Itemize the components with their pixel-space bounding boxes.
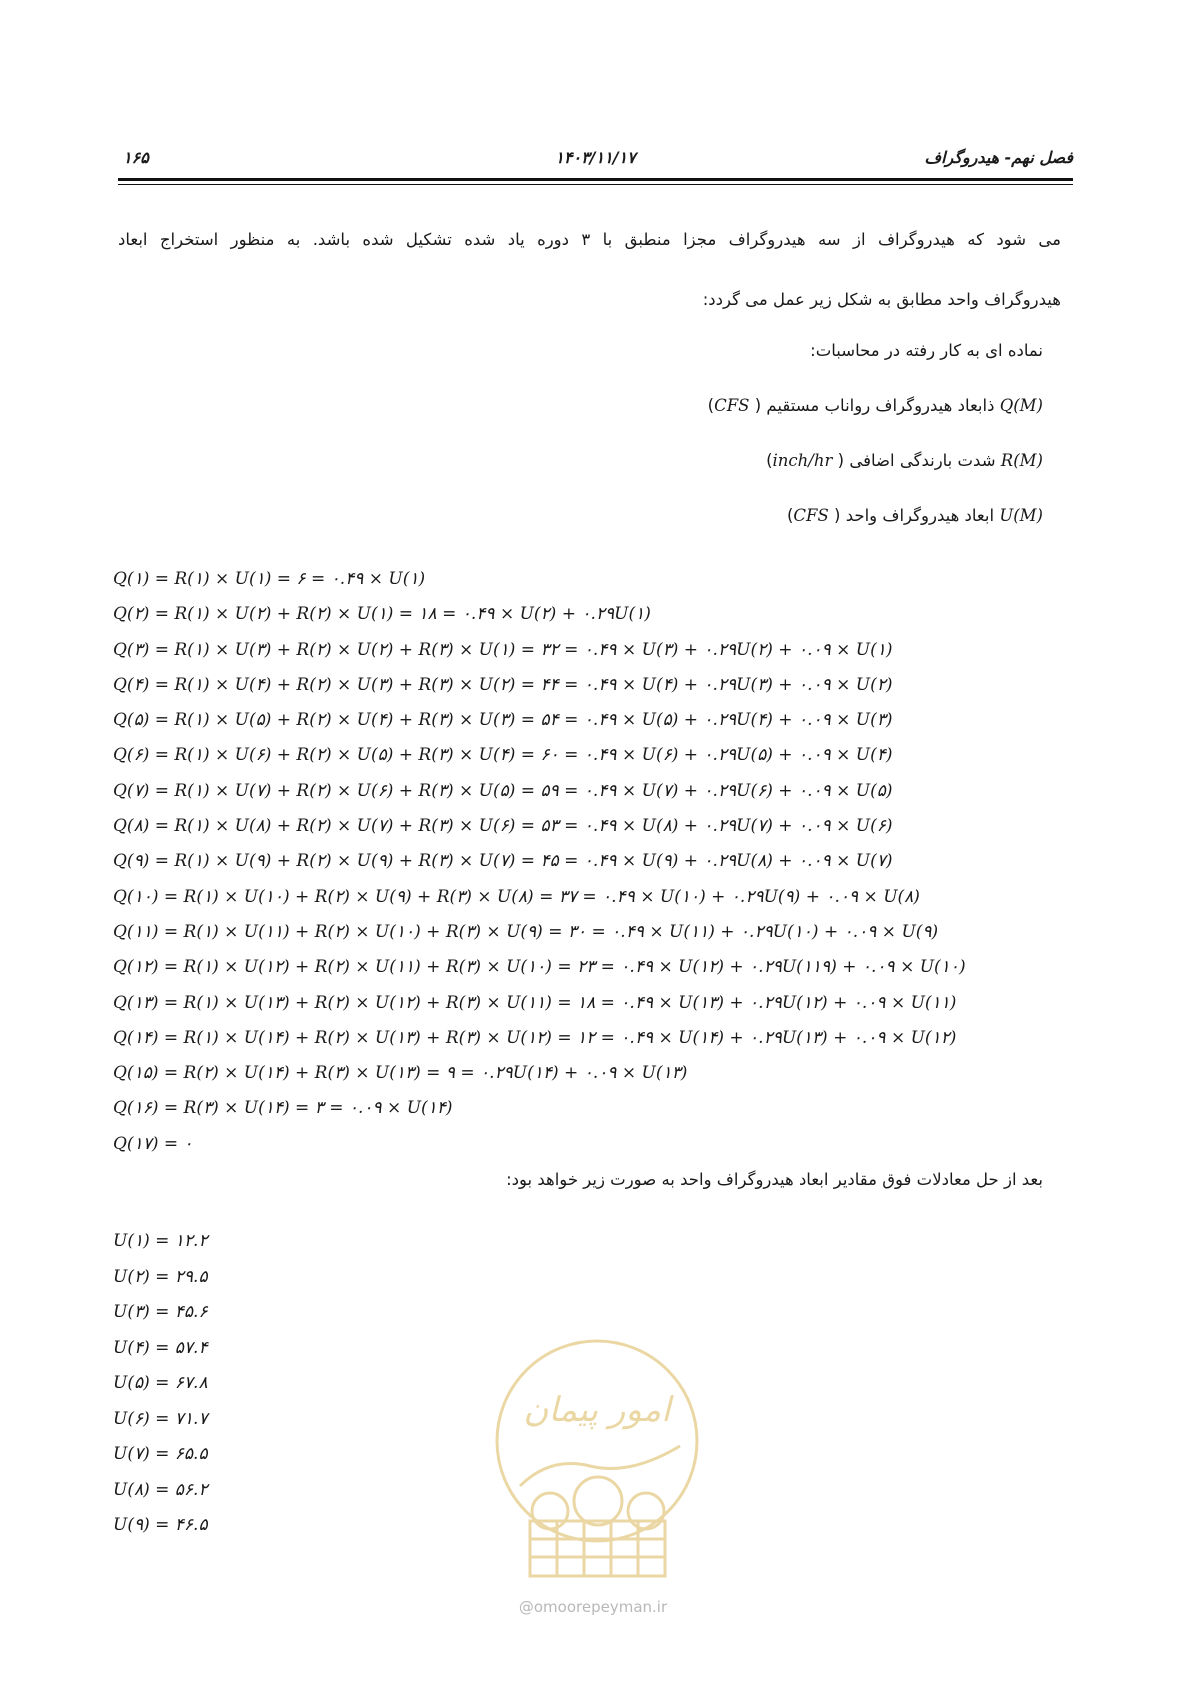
u-symbol: U(M) [999,506,1043,525]
u-value-line: U(۵) = ۶۷.۸ [113,1373,208,1393]
notation-intro: نماده ای به کار رفته در محاسبات: [810,341,1043,360]
u-value-line: U(۳) = ۴۵.۶ [113,1302,208,1322]
header-rule-thick [118,178,1073,181]
u-value-line: U(۲) = ۲۹.۵ [113,1266,208,1287]
q-unit: CFS [714,396,750,415]
notation-u: U(M) ابعاد هیدروگراف واحد ( CFS) [786,506,1043,525]
page-header [118,144,1073,174]
equation-line: Q(۱۶) = R(۳) × U(۱۴) = ۳ = ۰.۰۹ × U(۱۴) [113,1098,453,1119]
equation-line: Q(۱۰) = R(۱) × U(۱۰) + R(۲) × U(۹) + R(۳) × U(۸) = ۳۷ = ۰.۴۹ × U(۱۰) + ۰.۲۹U(۹) + ۰.۰۹ × U(۸) [113,886,920,907]
equation-line: Q(۱) = R(۱) × U(۱) = ۶ = ۰.۴۹ × U(۱) [113,569,426,589]
equation-line: Q(۴) = R(۱) × U(۴) + R(۲) × U(۳) + R(۳) × U(۲) = ۴۴ = ۰.۴۹ × U(۴) + ۰.۲۹U(۳) + ۰.۰۹ × U(۲) [113,674,893,695]
equation-line: Q(۱۴) = R(۱) × U(۱۴) + R(۲) × U(۱۳) + R(۳) × U(۱۲) = ۱۲ = ۰.۴۹ × U(۱۴) + ۰.۲۹U(۱۳) + ۰.۰۹ × U(۱۲) [113,1027,957,1048]
notation-r: R(M) شدت بارندگی اضافی ( inch/hr) [766,451,1043,470]
equation-line: Q(۹) = R(۱) × U(۹) + R(۲) × U(۹) + R(۳) × U(۷) = ۴۵ = ۰.۴۹ × U(۹) + ۰.۲۹U(۸) + ۰.۰۹ × U(۷) [113,851,893,872]
solution-intro: بعد از حل معادلات فوق مقادیر ابعاد هیدروگراف واحد به صورت زیر خواهد بود: [506,1170,1043,1189]
watermark-url: @omoorepeyman.ir [518,1598,668,1616]
u-unit: CFS [793,506,829,525]
u-value-line: U(۶) = ۷۱.۷ [113,1408,208,1429]
paragraph-line-1: می شود که هیدروگراف از سه هیدروگراف مجزا منطبق با ۳ دوره یاد شده تشکیل شده باشد. به منظور استخراج ابعاد [118,230,1061,249]
equation-line: Q(۸) = R(۱) × U(۸) + R(۲) × U(۷) + R(۳) × U(۶) = ۵۳ = ۰.۴۹ × U(۸) + ۰.۲۹U(۷) + ۰.۰۹ × U(۶) [113,816,893,837]
r-unit: inch/hr [772,451,833,470]
watermark-logo [490,1336,705,1581]
header-date: ۱۴۰۳/۱۱/۱۷ [555,148,636,167]
equation-line: Q(۷) = R(۱) × U(۷) + R(۲) × U(۶) + R(۳) × U(۵) = ۵۹ = ۰.۴۹ × U(۷) + ۰.۲۹U(۶) + ۰.۰۹ × U(۵) [113,780,893,801]
u-value-line: U(۸) = ۵۶.۲ [113,1479,208,1500]
u-value-line: U(۷) = ۶۵.۵ [113,1444,208,1464]
u-value-line: U(۴) = ۵۷.۴ [113,1337,208,1358]
unit-hydrograph-values [113,1224,208,1544]
equation-line: Q(۱۷) = ۰ [113,1133,193,1154]
equation-line: Q(۲) = R(۱) × U(۲) + R(۲) × U(۱) = ۱۸ = ۰.۴۹ × U(۲) + ۰.۲۹U(۱) [113,604,651,625]
page-number: ۱۶۵ [123,148,149,167]
equation-line: Q(۳) = R(۱) × U(۳) + R(۲) × U(۲) + R(۳) × U(۱) = ۳۲ = ۰.۴۹ × U(۳) + ۰.۲۹U(۲) + ۰.۰۹ × U(۱) [113,639,893,660]
r-symbol: R(M) [1000,451,1043,470]
header-rule-thin [118,184,1073,185]
equation-line: Q(۱۵) = R(۲) × U(۱۴) + R(۳) × U(۱۳) = ۹ = ۰.۲۹U(۱۴) + ۰.۰۹ × U(۱۳) [113,1063,688,1084]
equation-line: Q(۱۲) = R(۱) × U(۱۲) + R(۲) × U(۱۱) + R(۳) × U(۱۰) = ۲۳ = ۰.۴۹ × U(۱۲) + ۰.۲۹U(۱۱۹) + ۰.۰۹ × U(۱۰) [113,957,966,978]
paragraph-line-2: هیدروگراف واحد مطابق به شکل زیر عمل می گردد: [702,290,1061,309]
chapter-title: فصل نهم- هیدروگراف [924,148,1073,167]
equation-line: Q(۱۳) = R(۱) × U(۱۳) + R(۲) × U(۱۲) + R(۳) × U(۱۱) = ۱۸ = ۰.۴۹ × U(۱۳) + ۰.۲۹U(۱۲) + ۰.۰۹ × U(۱۱) [113,992,957,1013]
u-value-line: U(۹) = ۴۶.۵ [113,1515,208,1535]
u-description: ابعاد هیدروگراف واحد ( [834,506,995,525]
equation-line: Q(۶) = R(۱) × U(۶) + R(۲) × U(۵) + R(۳) × U(۴) = ۶۰ = ۰.۴۹ × U(۶) + ۰.۲۹U(۵) + ۰.۰۹ × U(۴) [113,745,893,766]
q-description: ذابعاد هیدروگراف رواناب مستقیم ( [754,396,995,415]
watermark-logo-text: امور پیمان [523,1390,671,1430]
r-description: شدت بارندگی اضافی ( [837,451,996,470]
q-symbol: Q(M) [999,396,1043,415]
equation-line: Q(۱۱) = R(۱) × U(۱۱) + R(۲) × U(۱۰) + R(۳) × U(۹) = ۳۰ = ۰.۴۹ × U(۱۱) + ۰.۲۹U(۱۰) + ۰.۰۹ × U(۹) [113,921,939,942]
u-value-line: U(۱) = ۱۲.۲ [113,1231,208,1251]
equation-line: Q(۵) = R(۱) × U(۵) + R(۲) × U(۴) + R(۳) × U(۳) = ۵۴ = ۰.۴۹ × U(۵) + ۰.۲۹U(۴) + ۰.۰۹ × U(۳) [113,710,893,731]
notation-q: Q(M) ذابعاد هیدروگراف رواناب مستقیم ( CFS) [707,396,1043,415]
equation-list [113,562,966,1162]
